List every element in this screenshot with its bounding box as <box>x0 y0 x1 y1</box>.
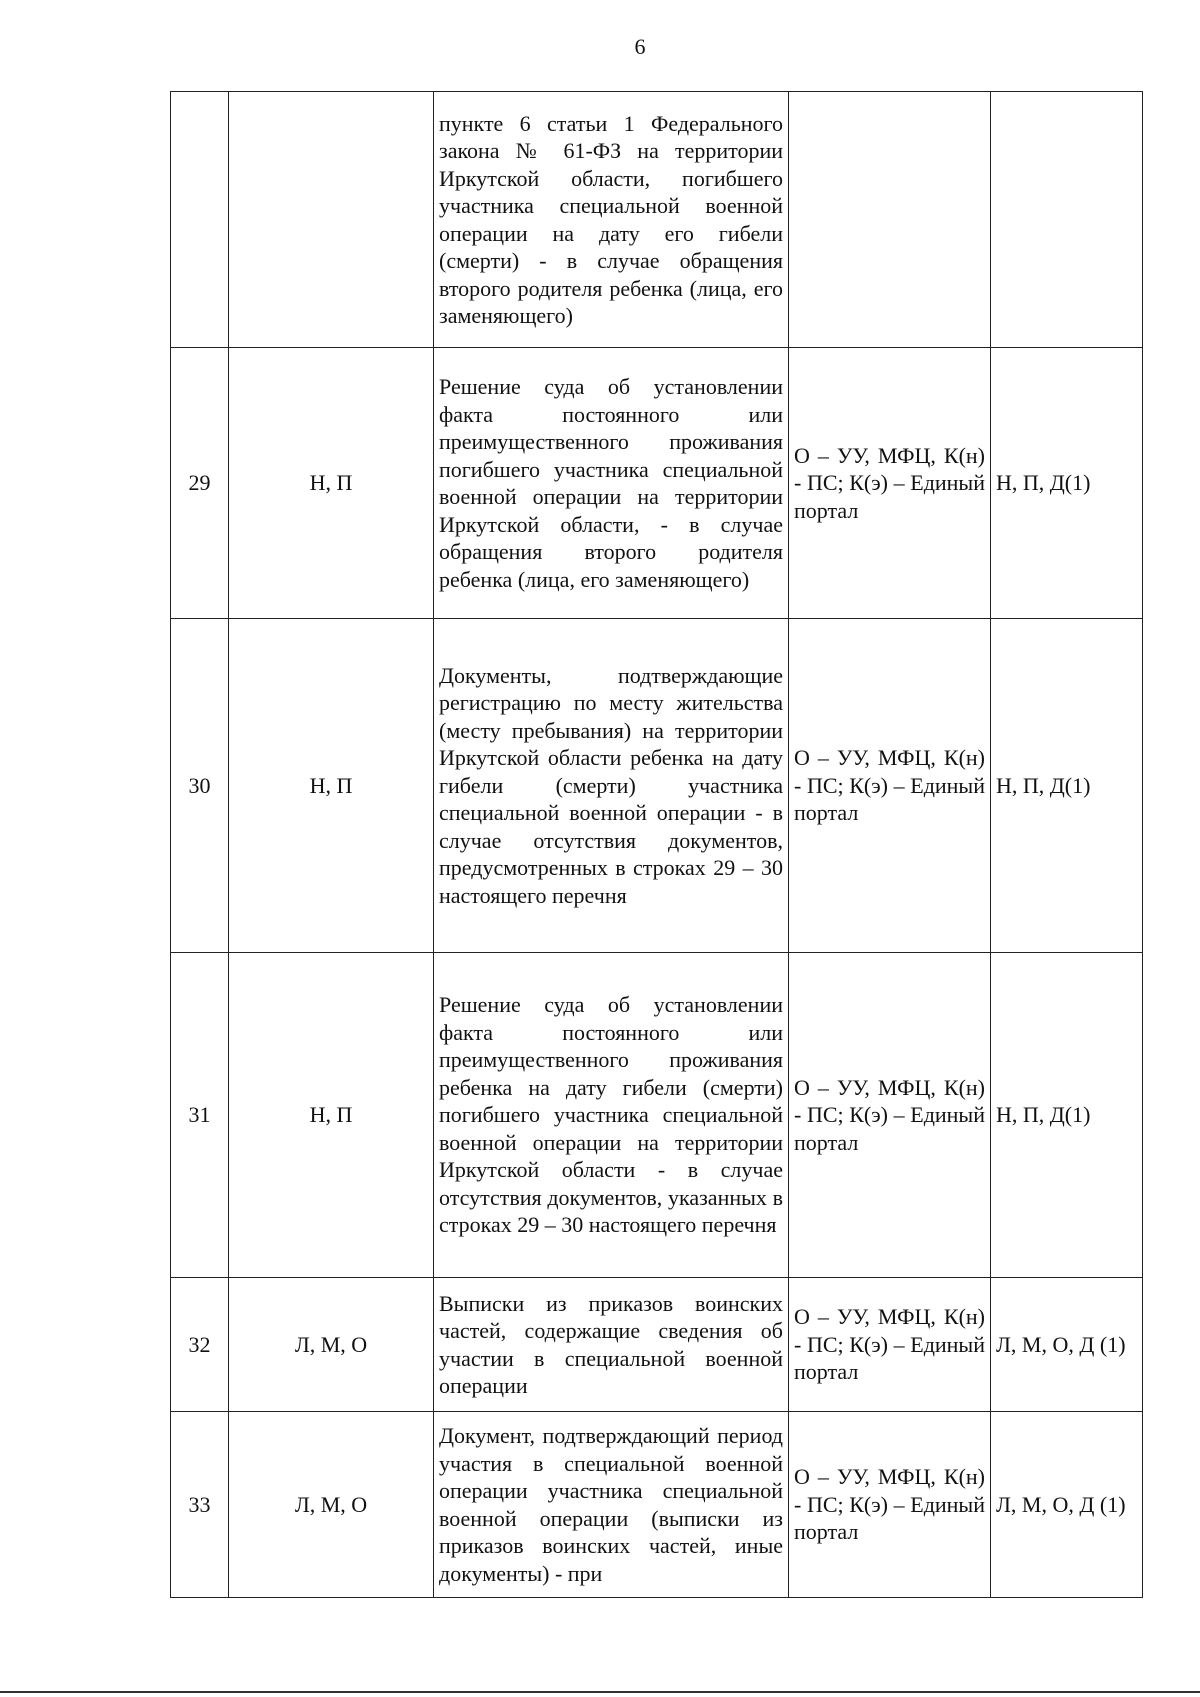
documents-table <box>170 91 1143 1598</box>
table-row <box>171 1412 1143 1598</box>
submission-method: О – УУ, МФЦ, К(н) - ПС; К(э) – Единый портал <box>789 1412 991 1598</box>
row-number <box>171 92 229 348</box>
submission-method: О – УУ, МФЦ, К(н) - ПС; К(э) – Единый портал <box>789 1278 991 1412</box>
applicant-category: Л, М, О <box>229 1412 434 1598</box>
table-row <box>171 953 1143 1278</box>
document-holders: Н, П, Д(1) <box>991 348 1143 619</box>
table-row <box>171 1278 1143 1412</box>
document-description: пункте 6 статьи 1 Федерального закона № 61-ФЗ на территории Иркутской области, погибшего участника специальной военной операции на дату его гибели (смерти) - в случае обращения второго родителя ребенка (лица, его заменяющего) <box>434 92 789 348</box>
row-number: 33 <box>171 1412 229 1598</box>
submission-method: О – УУ, МФЦ, К(н) - ПС; К(э) – Единый портал <box>789 953 991 1278</box>
document-holders <box>991 92 1143 348</box>
applicant-category: Л, М, О <box>229 1278 434 1412</box>
row-number: 30 <box>171 619 229 953</box>
document-holders: Л, М, О, Д (1) <box>991 1412 1143 1598</box>
row-number: 29 <box>171 348 229 619</box>
document-description: Документ, подтверждающий период участия в специальной военной операции участника специальной военной операции (выписки из приказов воинских частей, иные документы) - при <box>434 1412 789 1598</box>
submission-method: О – УУ, МФЦ, К(н) - ПС; К(э) – Единый портал <box>789 619 991 953</box>
table-row <box>171 619 1143 953</box>
row-number: 32 <box>171 1278 229 1412</box>
submission-method <box>789 92 991 348</box>
document-holders: Л, М, О, Д (1) <box>991 1278 1143 1412</box>
table-row <box>171 92 1143 348</box>
applicant-category: Н, П <box>229 619 434 953</box>
bottom-rule <box>0 1691 1200 1693</box>
document-description: Документы, подтверждающие регистрацию по месту жительства (месту пребывания) на территории Иркутской области ребенка на дату гибели (смерти) участника специальной военной операции - в случае отсутствия документов, предусмотренных в строках 29 – 30 настоящего перечня <box>434 619 789 953</box>
applicant-category <box>229 92 434 348</box>
page-number: 6 <box>634 34 646 59</box>
applicant-category: Н, П <box>229 348 434 619</box>
document-description: Решение суда об установлении факта постоянного или преимущественного проживания ребенка на дату гибели (смерти) погибшего участника специальной военной операции на территории Иркутской области - в случае отсутствия документов, указанных в строках 29 – 30 настоящего перечня <box>434 953 789 1278</box>
document-holders: Н, П, Д(1) <box>991 619 1143 953</box>
submission-method: О – УУ, МФЦ, К(н) - ПС; К(э) – Единый портал <box>789 348 991 619</box>
document-holders: Н, П, Д(1) <box>991 953 1143 1278</box>
row-number: 31 <box>171 953 229 1278</box>
document-description: Решение суда об установлении факта постоянного или преимущественного проживания погибшего участника специальной военной операции на территории Иркутской области, - в случае обращения второго родителя ребенка (лица, его заменяющего) <box>434 348 789 619</box>
document-description: Выписки из приказов воинских частей, содержащие сведения об участии в специальной военной операции <box>434 1278 789 1412</box>
applicant-category: Н, П <box>229 953 434 1278</box>
table-row <box>171 348 1143 619</box>
